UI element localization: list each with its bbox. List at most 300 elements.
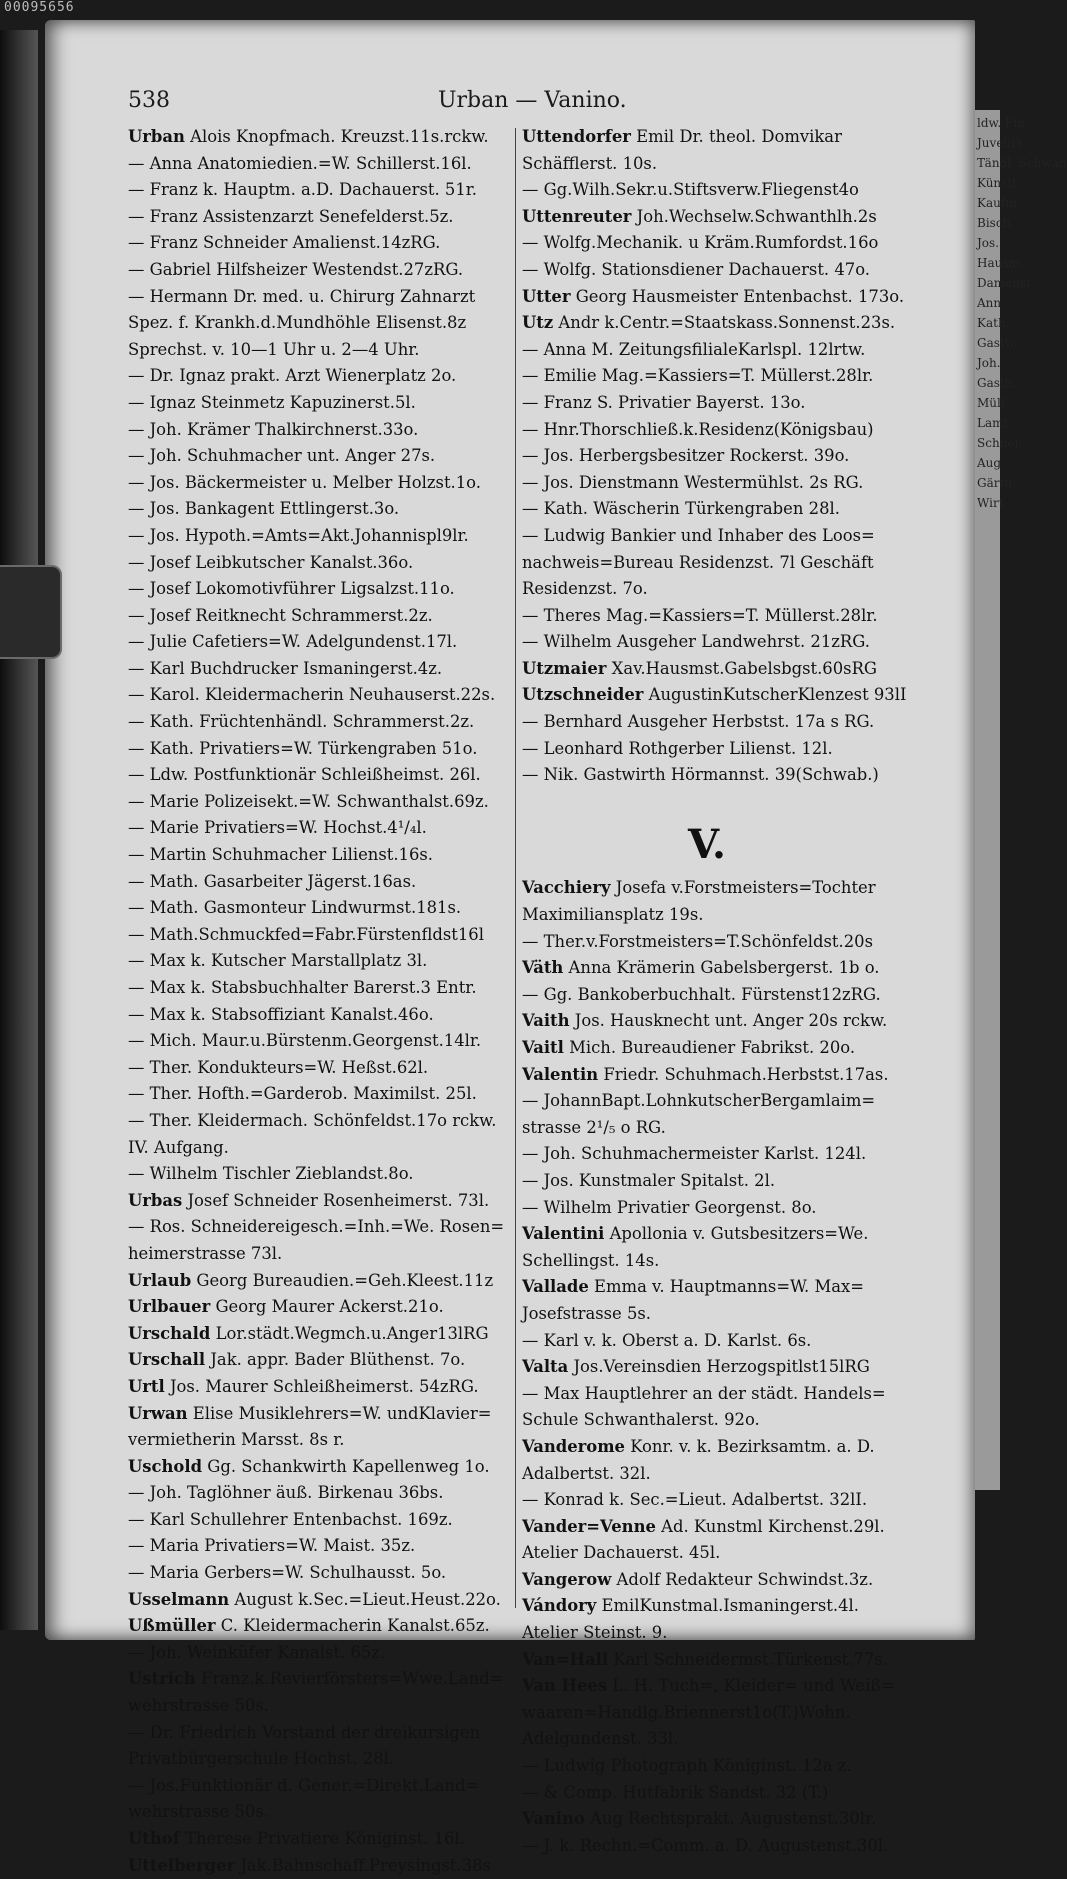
entry-text: — Theres Mag.=Kassiers=T. Müllerst.28lr. xyxy=(522,605,878,625)
edge-fragment: Damenst. xyxy=(977,276,1035,290)
entry-text: vermietherin Marsst. 8s r. xyxy=(128,1430,345,1450)
directory-line xyxy=(522,875,892,902)
entry-text: August k.Sec.=Lieut.Heust.22o. xyxy=(234,1589,501,1609)
entry-text: — Wolfg.Mechanik. u Kräm.Rumfordst.16o xyxy=(522,233,879,253)
entry-text: Lor.städt.Wegmch.u.Anger13lRG xyxy=(215,1323,489,1343)
directory-line xyxy=(522,1487,892,1514)
directory-line xyxy=(128,1507,516,1534)
directory-line xyxy=(128,736,516,763)
surname: Uthof xyxy=(128,1829,180,1848)
directory-line xyxy=(522,550,892,577)
directory-line xyxy=(128,257,516,284)
entry-text: Franz.k.Revierförsters=Wwe.Land= xyxy=(201,1669,504,1689)
edge-fragment: Gastw. xyxy=(977,336,1018,350)
directory-line xyxy=(522,656,892,683)
entry-text: Xav.Hausmst.Gabelsbgst.60sRG xyxy=(611,658,878,678)
entry-text: — Maria Gerbers=W. Schulhausst. 5o. xyxy=(128,1563,447,1583)
directory-line xyxy=(522,151,892,178)
entry-text: Emil Dr. theol. Domvikar xyxy=(636,127,842,146)
entry-text: Ad. Kunstml Kirchenst.29l. xyxy=(661,1516,885,1536)
edge-fragment: Lamt. xyxy=(977,416,1013,430)
directory-line xyxy=(128,390,516,417)
directory-line xyxy=(522,177,892,204)
directory-line xyxy=(128,1321,516,1348)
entry-text: — Dr. Ignaz prakt. Arzt Wienerplatz 2o. xyxy=(128,366,457,386)
edge-fragment: Aug. xyxy=(977,456,1005,470)
directory-line xyxy=(128,1826,516,1853)
entry-text: — JohannBapt.LohnkutscherBergamlaim= xyxy=(522,1091,876,1111)
entry-text: — Ros. Schneidereigesch.=Inh.=We. Rosen= xyxy=(128,1217,505,1237)
directory-line xyxy=(522,576,892,603)
directory-line xyxy=(128,1773,516,1800)
surname: Van=Hall xyxy=(522,1649,609,1669)
entry-text: nachweis=Bureau Residenzst. 7l Geschäft xyxy=(522,552,874,572)
directory-line xyxy=(128,1161,516,1188)
entry-text: — Leonhard Rothgerber Lilienst. 12l. xyxy=(522,738,833,758)
surname: Urban xyxy=(128,127,185,146)
directory-line xyxy=(522,682,907,709)
entry-text: — Math.Schmuckfed=Fabr.Fürstenfldst16l xyxy=(128,924,484,944)
directory-line xyxy=(522,496,892,523)
entry-text: — & Comp. Hutfabrik Sandst. 32 (T.) xyxy=(522,1782,829,1802)
entry-text: Apollonia v. Gutsbesitzers=We. xyxy=(609,1224,869,1244)
entry-text: — Joh. Weinküfer Kanalst. 65z. xyxy=(128,1642,386,1662)
edge-fragment: Hausm. xyxy=(977,256,1024,270)
entry-text: — Gg.Wilh.Sekr.u.Stiftsverw.Fliegenst4o xyxy=(522,180,859,200)
directory-line xyxy=(128,1188,516,1215)
entry-text: Jos. Hausknecht unt. Anger 20s rckw. xyxy=(574,1011,888,1031)
entry-text: — Bernhard Ausgeher Herbstst. 17a s RG. xyxy=(522,712,875,732)
directory-line xyxy=(522,417,892,444)
entry-text: — Karl Schullehrer Entenbachst. 169z. xyxy=(128,1509,453,1529)
directory-line xyxy=(128,1028,516,1055)
directory-line xyxy=(128,709,516,736)
directory-line xyxy=(522,982,892,1009)
entry-text: — Nik. Gastwirth Hörmannst. 39(Schwab.) xyxy=(522,765,879,785)
directory-line xyxy=(128,1693,516,1720)
directory-line xyxy=(128,656,516,683)
surname: Utz xyxy=(522,313,554,333)
surname: Vangerow xyxy=(522,1569,612,1589)
directory-line xyxy=(128,1427,516,1454)
entry-text: — Dr. Friedrich Vorstand der dreikursigen xyxy=(128,1722,481,1742)
entry-text: Schäfflerst. 10s. xyxy=(522,153,658,173)
directory-line xyxy=(522,736,892,763)
directory-line xyxy=(128,1587,516,1614)
directory-line xyxy=(128,922,516,949)
surname: Urtl xyxy=(128,1376,165,1396)
entry-text: — Ther. Kondukteurs=W. Heßst.62l. xyxy=(128,1057,429,1077)
directory-line xyxy=(522,1753,892,1780)
directory-line xyxy=(522,902,892,929)
directory-line xyxy=(128,417,516,444)
entry-text: — Marie Polizeisekt.=W. Schwanthalst.69z. xyxy=(128,791,489,811)
edge-fragment: Tändl. Schwan xyxy=(977,156,1067,170)
entry-text: waaren=Handlg.Briennerst1o(T.)Wohn. xyxy=(522,1702,851,1722)
entry-text: — Kath. Privatiers=W. Türkengraben 51o. xyxy=(128,738,478,758)
entry-text: Friedr. Schuhmach.Herbstst.17as. xyxy=(603,1064,889,1084)
entry-text: Josefstrasse 5s. xyxy=(522,1303,652,1323)
directory-line xyxy=(522,1514,892,1541)
directory-line xyxy=(522,1141,892,1168)
directory-line xyxy=(128,470,516,497)
entry-text: — Josef Reitknecht Schrammerst.2z. xyxy=(128,605,433,625)
edge-fragment: ldw. Fin. xyxy=(977,116,1029,130)
surname: Urschald xyxy=(128,1323,211,1343)
directory-line xyxy=(522,1780,892,1807)
entry-text: — Ignaz Steinmetz Kapuzinerst.5l. xyxy=(128,392,416,412)
directory-line xyxy=(128,869,516,896)
entry-text: — Josef Leibkutscher Kanalst.36o. xyxy=(128,552,414,572)
directory-line xyxy=(522,1647,892,1674)
entry-text: — Wilhelm Privatier Georgenst. 8o. xyxy=(522,1197,817,1217)
surname: Vander=Venne xyxy=(522,1516,656,1536)
entry-text: — Karl v. k. Oberst a. D. Karlst. 6s. xyxy=(522,1330,812,1350)
directory-line xyxy=(128,1002,516,1029)
entry-text: wehrstrasse 50s. xyxy=(128,1802,269,1822)
directory-line xyxy=(522,603,892,630)
entry-text: — Martin Schuhmacher Lilienst.16s. xyxy=(128,845,434,865)
entry-text: — Franz S. Privatier Bayerst. 13o. xyxy=(522,392,806,412)
directory-line xyxy=(522,1274,892,1301)
entry-text: — Konrad k. Sec.=Lieut. Adalbertst. 32lI. xyxy=(522,1490,868,1510)
entry-text: Atelier Dachauerst. 45l. xyxy=(522,1543,721,1563)
edge-fragment: Jos. xyxy=(977,236,1000,250)
entry-text: — Joh. Schuhmacher unt. Anger 27s. xyxy=(128,446,436,466)
entry-text: Therese Privatiere Königinst. 16l. xyxy=(184,1829,465,1848)
entry-text: — Joh. Taglöhner äuß. Birkenau 36bs. xyxy=(128,1483,444,1503)
directory-line xyxy=(128,523,516,550)
directory-line xyxy=(128,1746,516,1773)
surname: Van Hees xyxy=(522,1676,608,1696)
entry-text: EmilKunstmal.Ismaningerst.4l. xyxy=(601,1596,859,1616)
directory-line xyxy=(128,762,516,789)
surname: Valentini xyxy=(522,1224,605,1244)
directory-line xyxy=(128,1799,516,1826)
entry-text: — Maria Privatiers=W. Maist. 35z. xyxy=(128,1536,416,1556)
directory-line xyxy=(128,284,516,311)
directory-line xyxy=(128,1720,516,1747)
entry-text: Gg. Schankwirth Kapellenweg 1o. xyxy=(207,1456,490,1476)
entry-text: Jak.Bahnschaff.Preysingst.38s xyxy=(240,1855,491,1875)
entry-text: Adalbertst. 32l. xyxy=(522,1463,651,1483)
entry-text: Karl Schneidermst.Türkenst.77s. xyxy=(613,1649,889,1669)
entry-text: Sprechst. v. 10—1 Uhr u. 2—4 Uhr. xyxy=(128,339,420,359)
directory-line xyxy=(128,1640,516,1667)
entry-text: Privatbürgerschule Hochst. 28l. xyxy=(128,1749,395,1769)
entry-text: Joh.Wechselw.Schwanthlh.2s xyxy=(636,206,877,226)
edge-fragment: Juvelirs xyxy=(977,136,1023,150)
directory-line xyxy=(522,1567,892,1594)
directory-line xyxy=(128,1241,516,1268)
entry-text: — Jos. Kunstmaler Spitalst. 2l. xyxy=(522,1170,776,1190)
entry-text: Maximiliansplatz 19s. xyxy=(522,905,704,925)
directory-line xyxy=(128,124,516,151)
directory-line xyxy=(522,1726,892,1753)
directory-line xyxy=(128,1294,516,1321)
entry-text: — Franz Schneider Amalienst.14zRG. xyxy=(128,233,441,253)
surname: Uttelberger xyxy=(128,1855,236,1875)
entry-text: — Jos. Hypoth.=Amts=Akt.Johannispl9lr. xyxy=(128,525,469,545)
entry-text: C. Kleidermacherin Kanalst.65z. xyxy=(220,1616,490,1636)
entry-text: Georg Hausmeister Entenbachst. 173o. xyxy=(575,286,905,306)
directory-line xyxy=(128,1347,516,1374)
surname: Vaitl xyxy=(522,1038,564,1057)
scan-id: 00095656 xyxy=(4,0,75,15)
directory-line xyxy=(522,1833,892,1860)
entry-text: — Jos. Bankagent Ettlingerst.3o. xyxy=(128,499,400,519)
directory-line xyxy=(128,1480,516,1507)
directory-line xyxy=(522,1062,892,1089)
entry-text: heimerstrasse 73l. xyxy=(128,1243,283,1263)
edge-fragment: Wirt. xyxy=(977,496,1008,510)
edge-fragment: Kath. xyxy=(977,316,1010,330)
entry-text: — Kath. Früchtenhändl. Schrammerst.2z. xyxy=(128,712,475,732)
surname: Urlaub xyxy=(128,1270,192,1290)
edge-fragment: Bisch. xyxy=(977,216,1015,230)
entry-text: — Max Hauptlehrer an der städt. Handels= xyxy=(522,1383,886,1403)
section-letter xyxy=(522,815,892,875)
directory-line xyxy=(128,629,516,656)
directory-line xyxy=(128,230,516,257)
directory-line xyxy=(522,955,892,982)
directory-line xyxy=(128,1268,516,1295)
directory-line xyxy=(522,363,892,390)
surname: Urlbauer xyxy=(128,1297,211,1317)
edge-fragment: Gasth. xyxy=(977,376,1017,390)
directory-line xyxy=(128,815,516,842)
surname: Valentin xyxy=(522,1064,599,1084)
directory-line xyxy=(522,1195,892,1222)
surname: Uttenreuter xyxy=(522,206,632,226)
edge-fragment: Schnei. xyxy=(977,436,1023,450)
entry-text: Georg Maurer Ackerst.21o. xyxy=(215,1297,444,1317)
entry-text: Adolf Redakteur Schwindst.3z. xyxy=(616,1569,874,1589)
directory-line xyxy=(128,576,516,603)
surname: Utzmaier xyxy=(522,658,607,678)
entry-text: Alois Knopfmach. Kreuzst.11s.rckw. xyxy=(190,127,489,146)
directory-line xyxy=(128,1135,516,1162)
page-header xyxy=(128,88,888,120)
directory-line xyxy=(128,204,516,231)
directory-line xyxy=(522,1806,892,1833)
directory-line xyxy=(522,1248,892,1275)
entry-text: Atelier Steinst. 9. xyxy=(522,1623,668,1643)
surname: Valta xyxy=(522,1357,569,1377)
entry-text: — Joh. Krämer Thalkirchnerst.33o. xyxy=(128,419,419,439)
directory-line xyxy=(128,337,516,364)
directory-line xyxy=(522,789,892,816)
directory-line xyxy=(128,1533,516,1560)
directory-line xyxy=(128,443,516,470)
entry-text: — Gg. Bankoberbuchhalt. Fürstenst12zRG. xyxy=(522,984,881,1004)
book-binding xyxy=(0,30,38,1630)
entry-text: — Max k. Stabsbuchhalter Barerst.3 Entr. xyxy=(128,978,477,997)
entry-text: — Joh. Schuhmachermeister Karlst. 124l. xyxy=(522,1144,867,1164)
entry-text: — Ther. Kleidermach. Schönfeldst.17o rckw. xyxy=(128,1110,497,1130)
surname: Vaith xyxy=(522,1011,570,1031)
directory-line xyxy=(128,363,516,390)
directory-line xyxy=(522,1673,895,1700)
surname: Vacchiery xyxy=(522,878,611,898)
edge-fragment: Joh. xyxy=(977,356,1001,370)
surname: Vándory xyxy=(522,1596,597,1616)
directory-line xyxy=(522,337,892,364)
directory-line xyxy=(522,1461,892,1488)
directory-line xyxy=(128,1560,516,1587)
entry-text: Josefa v.Forstmeisters=Tochter xyxy=(615,878,876,898)
directory-line xyxy=(128,1666,516,1693)
entry-text: — Jos. Dienstmann Westermühlst. 2s RG. xyxy=(522,472,864,492)
column-divider xyxy=(515,128,516,1608)
directory-line xyxy=(128,948,516,975)
directory-line xyxy=(128,842,516,869)
directory-line xyxy=(522,1168,892,1195)
entry-text: — Josef Lokomotivführer Ligsalzst.11o. xyxy=(128,579,455,599)
directory-line xyxy=(522,929,892,956)
entry-text: — Ludwig Photograph Königinst. 12a z. xyxy=(522,1756,852,1776)
left-column xyxy=(128,124,516,1879)
directory-line xyxy=(522,1434,892,1461)
entry-text: Georg Bureaudien.=Geh.Kleest.11z xyxy=(196,1270,494,1290)
directory-line xyxy=(128,496,516,523)
surname: Urschall xyxy=(128,1350,206,1370)
entry-text: Andr k.Centr.=Staatskass.Sonnenst.23s. xyxy=(558,313,896,333)
directory-line xyxy=(128,895,516,922)
directory-line xyxy=(522,1008,892,1035)
entry-text: — Mich. Maur.u.Bürstenm.Georgenst.14lr. xyxy=(128,1031,482,1051)
entry-text: L. H. Tuch=, Kleider= und Weiß= xyxy=(612,1676,895,1696)
entry-text: — Wolfg. Stationsdiener Dachauerst. 47o. xyxy=(522,259,870,279)
entry-text: — Karol. Kleidermacherin Neuhauserst.22s. xyxy=(128,685,496,705)
entry-text: — Wilhelm Ausgeher Landwehrst. 21zRG. xyxy=(522,632,870,652)
directory-line xyxy=(522,1700,892,1727)
directory-line xyxy=(128,177,516,204)
entry-text: Emma v. Hauptmanns=W. Max= xyxy=(594,1277,864,1297)
directory-line xyxy=(522,1035,892,1062)
directory-line xyxy=(128,1853,516,1879)
entry-text: V. xyxy=(688,821,726,869)
directory-line xyxy=(522,257,892,284)
directory-line xyxy=(522,709,892,736)
entry-text: Jos.Vereinsdien Herzogspitlst15lRG xyxy=(573,1357,870,1377)
entry-text: Adelgundenst. 33l. xyxy=(522,1729,679,1749)
edge-fragment: Ann. xyxy=(977,296,1005,310)
entry-text: — Anna M. ZeitungsfilialeKarlspl. 12lrtw. xyxy=(522,339,866,359)
directory-line xyxy=(128,1214,516,1241)
directory-line xyxy=(128,682,516,709)
entry-text: Jak. appr. Bader Blüthenst. 7o. xyxy=(210,1350,466,1370)
entry-text: — Franz k. Hauptm. a.D. Dachauerst. 51r. xyxy=(128,180,477,200)
entry-text: — Math. Gasmonteur Lindwurmst.181s. xyxy=(128,898,462,918)
edge-fragment: Gärtn. xyxy=(977,476,1016,490)
entry-text: Residenzst. 7o. xyxy=(522,579,648,599)
edge-fragment: Künstl xyxy=(977,176,1016,190)
directory-line xyxy=(522,1620,892,1647)
entry-text: — Hnr.Thorschließ.k.Residenz(Königsbau) xyxy=(522,419,874,439)
directory-line xyxy=(128,1081,516,1108)
edge-fragment: Kaufm. xyxy=(977,196,1021,210)
directory-line xyxy=(128,310,516,337)
directory-line xyxy=(522,1540,892,1567)
surname: Vallade xyxy=(522,1277,589,1297)
entry-text: Aug Rechtsprakt. Augustenst.30lr. xyxy=(590,1809,877,1829)
entry-text: Spez. f. Krankh.d.Mundhöhle Elisenst.8z xyxy=(128,313,467,333)
directory-line xyxy=(128,1454,516,1481)
surname: Vanderome xyxy=(522,1436,625,1456)
directory-line xyxy=(128,789,516,816)
directory-line xyxy=(522,204,892,231)
entry-text: AugustinKutscherKlenzest 93lI xyxy=(648,685,907,705)
entry-text: Jos. Maurer Schleißheimerst. 54zRG. xyxy=(169,1376,479,1396)
entry-text: — Jos.Funktionär d. Gener.=Direkt.Land= xyxy=(128,1775,480,1795)
entry-text: — Kath. Wäscherin Türkengraben 28l. xyxy=(522,499,840,519)
directory-line xyxy=(522,390,892,417)
entry-text: — Math. Gasarbeiter Jägerst.16as. xyxy=(128,871,417,891)
entry-text: — Julie Cafetiers=W. Adelgundenst.17l. xyxy=(128,632,458,652)
directory-line xyxy=(522,1381,892,1408)
entry-text: — J. k. Rechn.=Comm. a. D. Augustenst.30l. xyxy=(522,1835,889,1855)
directory-line xyxy=(128,1108,516,1135)
page-clip xyxy=(0,565,62,659)
entry-text: Josef Schneider Rosenheimerst. 73l. xyxy=(187,1190,490,1210)
directory-line xyxy=(522,124,892,151)
page-number: 538 xyxy=(128,88,170,113)
entry-text: — Max k. Stabsoffiziant Kanalst.46o. xyxy=(128,1004,434,1024)
entry-text: — Marie Privatiers=W. Hochst.4¹/₄l. xyxy=(128,818,427,838)
directory-line xyxy=(522,1354,892,1381)
entry-text: — Franz Assistenzarzt Senefelderst.5z. xyxy=(128,206,454,226)
directory-line xyxy=(522,629,892,656)
entry-text: — Ther.v.Forstmeisters=T.Schönfeldst.20s xyxy=(522,931,873,951)
directory-line xyxy=(522,230,892,257)
directory-line xyxy=(522,1328,892,1355)
entry-text: — Wilhelm Tischler Zieblandst.8o. xyxy=(128,1164,414,1184)
directory-line xyxy=(522,284,905,311)
surname: Uttendorfer xyxy=(522,127,631,146)
entry-text: — Ldw. Postfunktionär Schleißheimst. 26l. xyxy=(128,765,481,785)
edge-fragment: Müll. xyxy=(977,396,1009,410)
entry-text: wehrstrasse 50s. xyxy=(128,1696,269,1716)
entry-text: Schule Schwanthalerst. 92o. xyxy=(522,1410,760,1430)
directory-line xyxy=(128,550,516,577)
entry-text: — Ludwig Bankier und Inhaber des Loos= xyxy=(522,525,875,545)
directory-line xyxy=(522,443,892,470)
directory-line xyxy=(522,1301,892,1328)
surname: Usselmann xyxy=(128,1589,230,1609)
surname: Utter xyxy=(522,286,571,306)
directory-line xyxy=(522,1593,892,1620)
entry-text: — Karl Buchdrucker Ismaningerst.4z. xyxy=(128,658,443,678)
surname: Urwan xyxy=(128,1403,188,1423)
directory-line xyxy=(128,1055,516,1082)
entry-text: Anna Krämerin Gabelsbergerst. 1b o. xyxy=(568,958,880,978)
directory-line xyxy=(128,1613,516,1640)
surname: Uschold xyxy=(128,1456,203,1476)
entry-text: Elise Musiklehrers=W. undKlavier= xyxy=(192,1403,492,1423)
directory-line xyxy=(128,1401,516,1428)
directory-line xyxy=(522,1407,892,1434)
directory-line xyxy=(522,1115,892,1142)
directory-line xyxy=(522,310,896,337)
entry-text: — Gabriel Hilfsheizer Westendst.27zRG. xyxy=(128,259,464,279)
entry-text: IV. Aufgang. xyxy=(128,1137,229,1157)
directory-line xyxy=(128,1374,516,1401)
surname: Utzschneider xyxy=(522,685,644,705)
entry-text: — Max k. Kutscher Marstallplatz 3l. xyxy=(128,951,428,971)
directory-line xyxy=(522,1221,892,1248)
surname: Urbas xyxy=(128,1190,183,1210)
